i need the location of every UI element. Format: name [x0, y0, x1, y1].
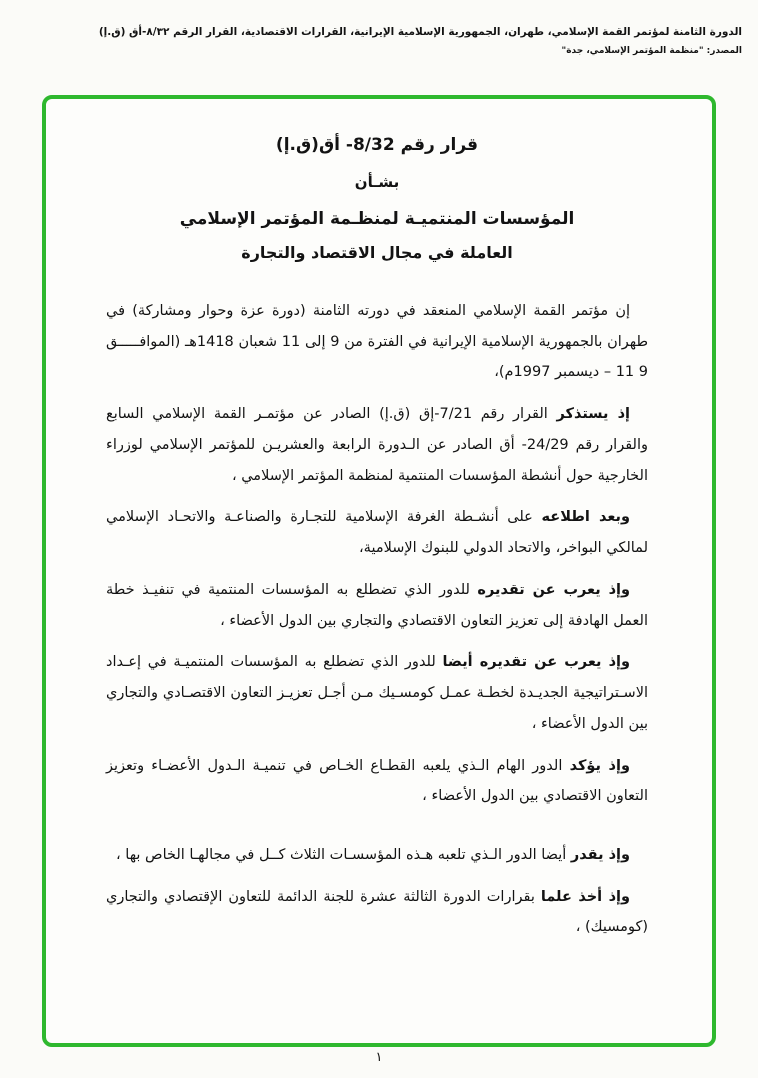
paragraph-lead: وإذ أخذ علما: [540, 888, 630, 905]
paragraph-text: للدور الذي تضطلع به المؤسسات المنتميـة في إعـداد الاسـتراتيجية الجديـدة لخطـة عمـل كومسـيك مـن أجـل تعزيـز التعاون الاقتصـادي والتجاري بين الدول الأعضاء ،: [106, 654, 648, 732]
paragraph-lead: وبعد اطلاعه: [541, 509, 630, 526]
document-body: [106, 296, 648, 943]
paragraph-text: للدور الذي تضطلع به المؤسسات المنتمية في تنفيـذ خطة العمل الهادفة إلى تعزيز التعاون الاقتصادي والتجاري بين الدول الأعضاء ،: [106, 581, 648, 629]
paragraph-lead: وإذ يعرب عن تقديره: [477, 581, 630, 598]
document-header: [16, 24, 742, 57]
header-source: المصدر: "منظمة المؤتمر الإسلامي، جدة": [561, 45, 742, 56]
paragraph-text: بقرارات الدورة الثالثة عشرة للجنة الدائمة للتعاون الإقتصادي والتجاري (كومسيك) ،: [106, 888, 648, 936]
paragraph-text: القرار رقم 7/21-إق (ق.إ) الصادر عن مؤتمـر القمة الإسلامي السابع والقرار رقم 24/29- أق الصادر عن الـدورة الرابعة والعشريـن للمؤتمر الإسلامي لوزراء الخارجية حول أنشطة المؤسسات المنتمية لمنظمة المؤتمر الإسلامي ،: [106, 406, 648, 484]
paragraph-text: الدور الهام الـذي يلعبه القطـاع الخـاص في تنميـة الـدول الأعضـاء وتعزيز التعاون الاقتصادي بين الدول الأعضاء ،: [106, 757, 648, 805]
paragraph-having-reviewed: [106, 502, 648, 563]
paragraph-recalling: [106, 399, 648, 491]
paragraph-appreciation: [106, 575, 648, 636]
paragraph-text: أيضا الدور الـذي تلعبه هـذه المؤسسـات الثلاث كــل في مجالهـا الخاص بها ،: [116, 847, 571, 864]
title-block: [106, 135, 648, 262]
paragraph-lead: وإذ يقدر: [570, 847, 630, 864]
resolution-number-title: قرار رقم 8/32- أق(ق.إ): [275, 135, 479, 155]
paragraph-text: على أنشـطة الغرفة الإسلامية للتجـارة والصناعـة والاتحـاد الإسلامي لمالكي البواخر، والاتحاد الدولي للبنوك الإسلامية،: [106, 509, 648, 557]
paragraph-text: إن مؤتمر القمة الإسلامي المنعقد في دورته الثامنة (دورة عزة وحوار ومشاركة) في طهران بالجمهورية الإسلامية الإيرانية في الفترة من 9 إلى 11 شعبان 1418هـ (الموافـــــق 9 ‎– 11 ديسمبر 1997م)،: [106, 303, 648, 381]
paragraph-lead: وإذ يؤكد: [569, 757, 630, 774]
paragraph-lead: إذ يستذكر: [556, 406, 630, 423]
title-subject-line1: المؤسسات المنتميـة لمنظـمة المؤتمر الإسلامي: [179, 209, 575, 229]
document-frame: [42, 95, 716, 1047]
title-regarding: بشـأن: [354, 173, 400, 191]
paragraph-lead: وإذ يعرب عن تقديره أيضا: [442, 654, 631, 671]
paragraph-appreciation-also: [106, 647, 648, 739]
title-subject-line2: العاملة في مجال الاقتصاد والتجارة: [241, 243, 513, 262]
paragraph-preamble: [106, 296, 648, 388]
page-number: ١: [375, 1050, 383, 1065]
header-citation: الدورة الثامنة لمؤتمر القمة الإسلامي، طهران، الجمهورية الإسلامية الإيرانية، القرارات الاقتصادية، القرار الرقم ٨/٣٢-أق (ق.إ): [98, 26, 742, 38]
paragraph-taking-note: [106, 882, 648, 943]
paragraph-affirming: [106, 751, 648, 812]
paragraph-valuing: [106, 840, 648, 871]
